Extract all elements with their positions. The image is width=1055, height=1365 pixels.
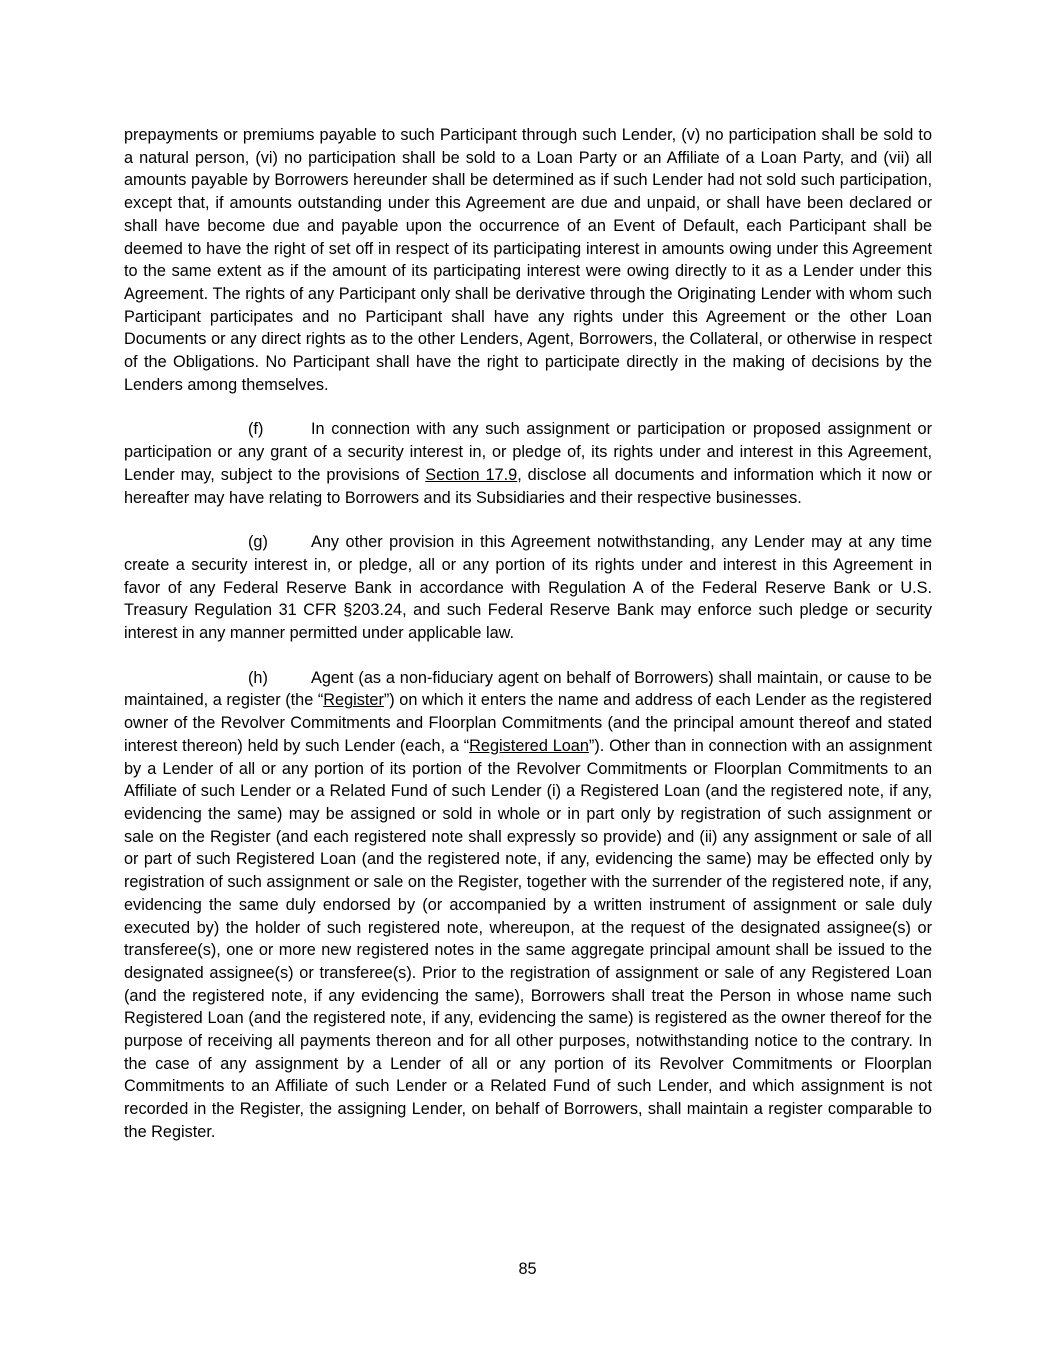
paragraph-f-text-after: , disclose all documents and information which it now or hereafter may have relating to Borrowers and its Subsidiaries and their respective businesses. <box>124 465 932 507</box>
section-reference-link[interactable]: Section 17.9 <box>425 465 518 484</box>
paragraph-f-text-before: In connection with any such assignment or participation or proposed assignment or participation or any grant of a security interest in, or pledge of, its rights under and interest in this Agreement, Lender may, subject to the provisions of <box>124 420 932 484</box>
paragraph-h-text-1: Agent (as a non-fiduciary agent on behalf of Borrowers) shall maintain, or cause to be maintained, a register (the “ <box>124 668 932 710</box>
defined-term-registered-loan: Registered Loan <box>469 736 589 755</box>
paragraph-f <box>124 418 932 509</box>
defined-term-register: Register <box>323 691 384 710</box>
paragraph-number-g: (g) <box>248 533 268 552</box>
paragraph-continuation: prepayments or premiums payable to such Participant through such Lender, (v) no participation shall be sold to a natural person, (vi) no participation shall be sold to a Loan Party or an Affiliate of a Loan Party, and (vii) all amounts payable by Borrowers hereunder shall be determined as if such Lender had not sold such participation, except that, if amounts outstanding under this Agreement are due and unpaid, or shall have been declared or shall have become due and payable upon the occurrence of an Event of Default, each Participant shall be deemed to have the right of set off in respect of its participating interest in amounts owing under this Agreement to the same extent as if the amount of its participating interest were owing directly to it as a Lender under this Agreement. The rights of any Participant only shall be derivative through the Originating Lender with whom such Participant participates and no Participant shall have any rights under this Agreement or the other Loan Documents or any direct rights as to the other Lenders, Agent, Borrowers, the Collateral, or otherwise in respect of the Obligations. No Participant shall have the right to participate directly in the making of decisions by the Lenders among themselves. <box>124 126 932 394</box>
paragraph-g <box>124 531 932 645</box>
paragraph-h-text-3: ”). Other than in connection with an assignment by a Lender of all or any portion of its portion of the Revolver Commitments or Floorplan Commitments to an Affiliate of such Lender or a Related Fund of such Lender (i) a Registered Loan (and the registered note, if any, evidencing the same) may be assigned or sold in whole or in part only by registration of such assignment or sale on the Register (and each registered note shall expressly so provide) and (ii) any assignment or sale of all or part of such Registered Loan (and the registered note, if any, evidencing the same) may be effected only by registration of such assignment or sale on the Register, together with the surrender of the registered note, if any, evidencing the same duly endorsed by (or accompanied by a written instrument of assignment or sale duly executed by) the holder of such registered note, whereupon, at the request of the designated assignee(s) or transferee(s), one or more new registered notes in the same aggregate principal amount shall be issued to the designated assignee(s) or transferee(s). Prior to the registration of assignment or sale of any Registered Loan (and the registered note, if any evidencing the same), Borrowers shall treat the Person in whose name such Registered Loan (and the registered note, if any, evidencing the same) is registered as the owner thereof for the purpose of receiving all payments thereon and for all other purposes, notwithstanding notice to the contrary. In the case of any assignment by a Lender of all or any portion of its Revolver Commitments or Floorplan Commitments to an Affiliate of such Lender or a Related Fund of such Lender, and which assignment is not recorded in the Register, the assigning Lender, on behalf of Borrowers, shall maintain a register comparable to the Register. <box>124 736 932 1141</box>
paragraph-number-h: (h) <box>248 668 268 687</box>
document-page <box>124 124 932 1144</box>
paragraph-h <box>124 667 932 1144</box>
page-number: 85 <box>518 1260 537 1278</box>
paragraph-g-text: Any other provision in this Agreement notwithstanding, any Lender may at any time create a security interest in, or pledge, all or any portion of its rights under and interest in this Agreement in favor of any Federal Reserve Bank in accordance with Regulation A of the Federal Reserve Bank or U.S. Treasury Regulation 31 CFR §203.24, and such Federal Reserve Bank may enforce such pledge or security interest in any manner permitted under applicable law. <box>124 533 932 643</box>
paragraph-number-f: (f) <box>248 420 264 439</box>
paragraph-h-text-2: ”) on which it enters the name and address of each Lender as the registered owner of the Revolver Commitments and Floorplan Commitments (and the principal amount thereof and stated interest thereon) held by such Lender (each, a “ <box>124 691 932 755</box>
